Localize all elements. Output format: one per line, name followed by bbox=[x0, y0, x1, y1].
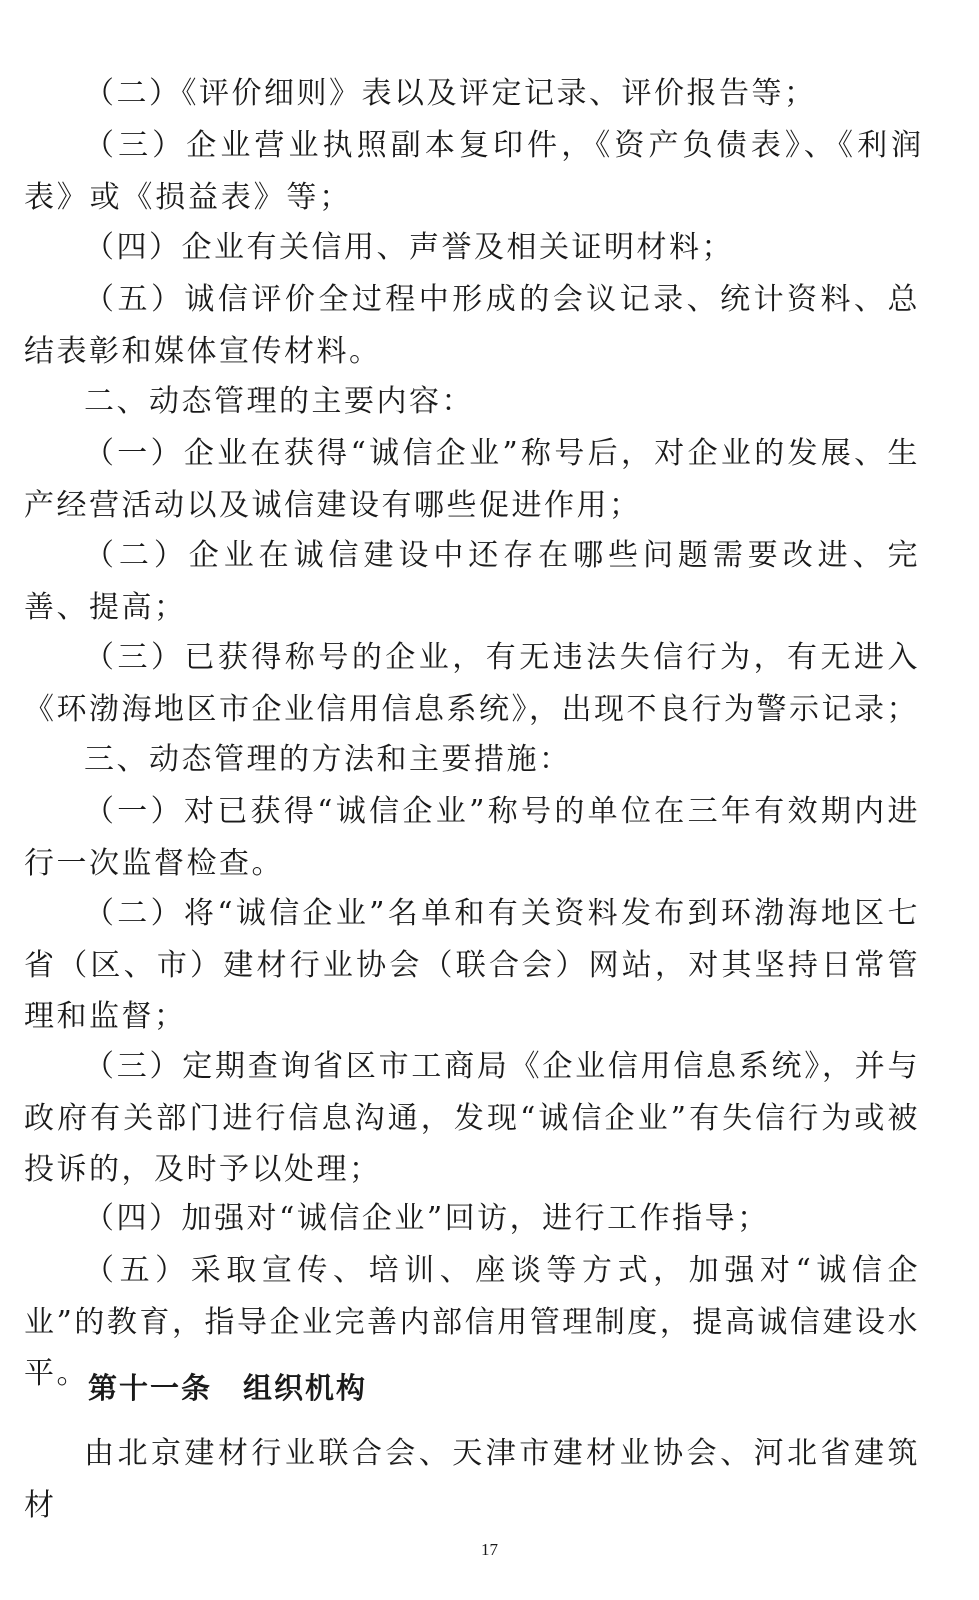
section-heading-main-content: 二、动态管理的主要内容： bbox=[84, 384, 474, 419]
paragraph-credit-materials: （四）企业有关信用、声誉及相关证明材料； bbox=[84, 230, 734, 265]
article-heading: 第十一条 组织机构 bbox=[88, 1371, 368, 1405]
paragraph-evaluation-rules: （二）《评价细则》表以及评定记录、评价报告等； bbox=[84, 76, 817, 111]
paragraph-violation-records: （三）已获得称号的企业，有无违法失信行为，有无进入《环渤海地区市企业信用信息系统》，出现不良行为警示记录； bbox=[24, 640, 920, 727]
paragraph-list-publication: （二）将“诚信企业”名单和有关资料发布到环渤海地区七省（区、市）建材行业协会（联合会）网站，对其坚持日常管理和监督； bbox=[24, 896, 920, 1034]
paragraph-return-visits: （四）加强对“诚信企业”回访，进行工作指导； bbox=[84, 1201, 770, 1236]
page-number: 17 bbox=[481, 1540, 498, 1559]
paragraph-organization: 由北京建材行业联合会、天津市建材业协会、河北省建筑材 bbox=[24, 1436, 920, 1523]
paragraph-meeting-records: （五）诚信评价全过程中形成的会议记录、统计资料、总结表彰和媒体宣传材料。 bbox=[24, 282, 920, 369]
paragraph-supervision-check: （一）对已获得“诚信企业”称号的单位在三年有效期内进行一次监督检查。 bbox=[24, 794, 920, 881]
paragraph-business-license: （三）企业营业执照副本复印件，《资产负债表》、《利润表》或《损益表》等； bbox=[24, 128, 924, 215]
paragraph-improvement-issues: （二）企业在诚信建设中还存在哪些问题需要改进、完善、提高； bbox=[24, 538, 920, 625]
paragraph-promotion-effect: （一）企业在获得“诚信企业”称号后，对企业的发展、生产经营活动以及诚信建设有哪些促进作用； bbox=[24, 436, 920, 523]
section-heading-methods: 三、动态管理的方法和主要措施： bbox=[84, 742, 572, 777]
paragraph-credit-query: （三）定期查询省区市工商局《企业信用信息系统》，并与政府有关部门进行信息沟通，发现“诚信企业”有失信行为或被投诉的，及时予以处理； bbox=[24, 1049, 920, 1187]
paragraph-education-training: （五）采取宣传、培训、座谈等方式，加强对“诚信企业”的教育，指导企业完善内部信用管理制度，提高诚信建设水平。 bbox=[24, 1253, 920, 1391]
